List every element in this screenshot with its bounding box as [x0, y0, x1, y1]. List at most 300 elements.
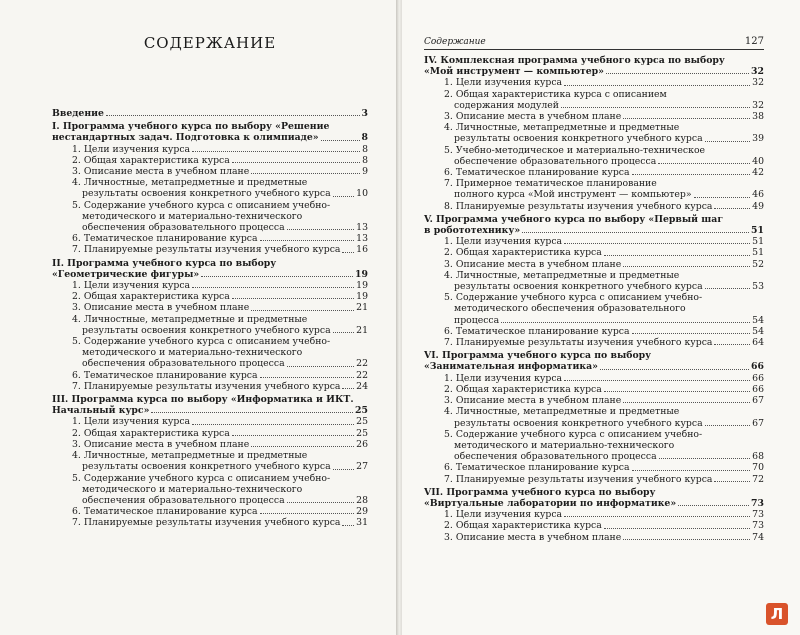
toc-item — [52, 302, 368, 313]
leader-dots — [623, 118, 750, 119]
entry-text: 3. Описание места в учебном плане — [72, 438, 250, 450]
entry-text: Введение — [52, 108, 104, 119]
toc-item — [424, 337, 764, 348]
entry-text: результаты освоения конкретного учебного курса — [454, 133, 703, 145]
entry-text: 1. Цели изучения курса — [444, 372, 563, 384]
entry-page-number: 49 — [752, 200, 764, 212]
entry-text: результаты освоения конкретного учебного курса — [82, 461, 331, 473]
entry-page-number: 51 — [752, 236, 764, 248]
entry-line: VII. Программа учебного курса по выбору — [424, 486, 656, 498]
entry-page-number: 8 — [362, 154, 368, 166]
leader-dots — [333, 332, 355, 333]
entry-line: 4. Личностные, метапредметные и предметные — [444, 122, 680, 134]
entry-line: 5. Содержание учебного курса с описанием учебно- — [72, 199, 331, 211]
entry-text: полного курса «Мой инструмент — компьютер» — [454, 189, 692, 201]
entry-text: 2. Общая характеристика курса — [72, 291, 230, 303]
leader-dots — [232, 162, 360, 163]
entry-line: IV. Комплексная программа учебного курса по выбору — [424, 55, 725, 66]
entry-page-number: 13 — [356, 233, 368, 245]
entry-text: 1. Цели изучения курса — [72, 416, 191, 428]
leader-dots — [705, 425, 751, 426]
leader-dots — [600, 369, 749, 370]
entry-page-number: 19 — [356, 291, 368, 303]
entry-text: 1. Цели изучения курса — [444, 236, 563, 248]
entry-row — [444, 532, 764, 543]
toc-item — [52, 177, 368, 199]
entry-line: методического и материально-технического — [82, 347, 303, 359]
toc-section — [424, 487, 764, 543]
toc-item — [424, 77, 764, 88]
leader-dots — [678, 505, 749, 506]
toc-item — [424, 247, 764, 258]
toc-item — [424, 201, 764, 212]
entry-page-number: 52 — [752, 258, 764, 270]
entry-page-number: 32 — [752, 99, 764, 111]
entry-page-number: 64 — [752, 337, 764, 349]
toc-item — [52, 200, 368, 234]
leader-dots — [632, 470, 751, 471]
entry-text: 6. Тематическое планирование курса — [72, 506, 258, 518]
entry-row — [424, 498, 764, 509]
entry-page-number: 66 — [752, 372, 764, 384]
leader-dots — [564, 243, 750, 244]
entry-text: «Занимательная информатика» — [424, 361, 598, 373]
entry-page-number: 38 — [752, 111, 764, 123]
leader-dots — [623, 402, 750, 403]
toc-item — [424, 373, 764, 384]
entry-row — [424, 225, 764, 236]
entry-line: методического и материально-технического — [82, 210, 303, 222]
leader-dots — [604, 528, 750, 529]
entry-row — [444, 247, 764, 258]
entry-row — [424, 361, 764, 372]
leader-dots — [623, 539, 750, 540]
entry-text: результаты освоения конкретного учебного курса — [82, 324, 331, 336]
entry-line: I. Программа учебного курса по выбору «Решение — [52, 121, 330, 133]
entry-text: 1. Цели изучения курса — [444, 77, 563, 89]
entry-row — [444, 337, 764, 348]
entry-page-number: 54 — [752, 325, 764, 337]
entry-page-number: 28 — [356, 494, 368, 506]
entry-text: 2. Общая характеристика курса — [444, 383, 602, 395]
section-heading — [424, 350, 764, 372]
leader-dots — [106, 115, 360, 116]
entry-row — [72, 416, 368, 427]
entry-page-number: 74 — [752, 531, 764, 543]
entry-line: 4. Личностные, метапредметные и предметные — [72, 177, 308, 189]
entry-text: 6. Тематическое планирование курса — [444, 462, 630, 474]
leader-dots — [705, 288, 751, 289]
toc-item — [52, 439, 368, 450]
leader-dots — [321, 140, 360, 141]
entry-row — [72, 381, 368, 392]
entry-line: методического обеспечения образовательного — [454, 303, 686, 315]
toc-item — [424, 236, 764, 247]
entry-text: 6. Тематическое планирование курса — [72, 233, 258, 245]
leader-dots — [232, 435, 354, 436]
entry-text: 8. Планируемые результаты изучения учебного курса — [444, 200, 713, 212]
leader-dots — [714, 344, 750, 345]
entry-page-number: 66 — [751, 361, 764, 373]
toc-item — [424, 509, 764, 520]
toc-item — [52, 336, 368, 370]
toc-intro — [52, 108, 368, 119]
entry-page-number: 54 — [752, 314, 764, 326]
entry-row — [72, 461, 368, 472]
leader-dots — [632, 333, 751, 334]
entry-text: 7. Планируемые результаты изучения учебного курса — [72, 244, 341, 256]
entry-row — [72, 188, 368, 199]
entry-text: обеспечения образовательного процесса — [82, 222, 285, 234]
leader-dots — [564, 380, 750, 381]
entry-line: 5. Содержание учебного курса с описанием учебно- — [444, 292, 703, 304]
entry-row — [72, 222, 368, 233]
leader-dots — [561, 107, 750, 108]
entry-line: 4. Личностные, метапредметные и предметные — [72, 313, 308, 325]
entry-text: нестандартных задач. Подготовка к олимпиаде» — [52, 132, 319, 144]
page-number: 127 — [744, 36, 764, 47]
toc-item — [424, 178, 764, 200]
entry-text: обеспечения образовательного процесса — [82, 494, 285, 506]
leader-dots — [564, 85, 750, 86]
entry-page-number: 9 — [362, 166, 368, 178]
toc-item — [52, 144, 368, 155]
entry-text: 3. Описание места в учебном плане — [72, 166, 250, 178]
toc-item — [424, 145, 764, 167]
entry-row — [72, 302, 368, 313]
entry-page-number: 73 — [752, 509, 764, 521]
entry-row — [444, 474, 764, 485]
entry-row — [444, 384, 764, 395]
toc-item — [52, 291, 368, 302]
entry-row — [52, 269, 368, 280]
leader-dots — [604, 255, 750, 256]
toc-item — [52, 370, 368, 381]
section-heading — [52, 121, 368, 143]
entry-row — [444, 326, 764, 337]
section-heading — [424, 214, 764, 236]
leader-dots — [623, 266, 750, 267]
entry-page-number: 10 — [356, 188, 368, 200]
toc-item — [424, 270, 764, 292]
entry-text: 7. Планируемые результаты изучения учебного курса — [72, 380, 341, 392]
entry-line: 5. Содержание учебного курса с описанием учебно- — [444, 428, 703, 440]
toc-item — [52, 314, 368, 336]
entry-page-number: 16 — [356, 244, 368, 256]
leader-dots — [604, 391, 750, 392]
toc-item — [424, 429, 764, 463]
entry-page-number: 53 — [752, 281, 764, 293]
entry-row — [424, 66, 764, 77]
left-toc — [52, 108, 368, 529]
entry-text: «Виртуальные лаборатории по информатике» — [424, 497, 677, 509]
entry-text: 6. Тематическое планирование курса — [72, 369, 258, 381]
toc-section — [52, 394, 368, 528]
toc-section — [424, 55, 764, 212]
toc-item — [424, 259, 764, 270]
leader-dots — [333, 196, 355, 197]
entry-text: 3. Описание места в учебном плане — [444, 111, 622, 123]
entry-page-number: 39 — [752, 133, 764, 145]
entry-row — [52, 132, 368, 143]
toc-item — [424, 384, 764, 395]
entry-line: II. Программа учебного курса по выбору — [52, 257, 277, 269]
entry-line: VI. Программа учебного курса по выбору — [424, 350, 652, 362]
entry-row — [444, 201, 764, 212]
entry-line: 5. Содержание учебного курса с описанием учебно- — [72, 336, 331, 348]
entry-text: содержания модулей — [454, 99, 559, 111]
leader-dots — [251, 446, 354, 447]
leader-dots — [232, 298, 354, 299]
entry-row — [444, 315, 764, 326]
entry-text: 6. Тематическое планирование курса — [444, 167, 630, 179]
entry-page-number: 42 — [752, 167, 764, 179]
entry-text: результаты освоения конкретного учебного курса — [454, 417, 703, 429]
entry-text: «Геометрические фигуры» — [52, 268, 200, 280]
entry-row — [72, 144, 368, 155]
leader-dots — [606, 73, 749, 74]
entry-row — [444, 100, 764, 111]
entry-page-number: 8 — [361, 132, 368, 144]
entry-text: 1. Цели изучения курса — [444, 509, 563, 521]
entry-line: методического и материально-технического — [454, 439, 675, 451]
entry-line: III. Программа курса по выбору «Информатика и ИКТ. — [52, 394, 354, 406]
leader-dots — [260, 240, 355, 241]
entry-page-number: 22 — [356, 358, 368, 370]
entry-row — [72, 244, 368, 255]
entry-text: 7. Планируемые результаты изучения учебного курса — [72, 517, 341, 529]
leader-dots — [342, 525, 354, 526]
toc-item — [424, 89, 764, 111]
entry-row — [72, 517, 368, 528]
right-toc — [424, 55, 764, 543]
leader-dots — [260, 513, 355, 514]
toc-item — [52, 428, 368, 439]
entry-page-number: 26 — [356, 438, 368, 450]
leader-dots — [287, 366, 355, 367]
section-heading — [52, 394, 368, 416]
toc-item — [424, 520, 764, 531]
entry-row — [444, 167, 764, 178]
leader-dots — [658, 163, 750, 164]
entry-page-number: 73 — [752, 520, 764, 532]
leader-dots — [522, 232, 749, 233]
entry-text: Начальный курс» — [52, 405, 150, 417]
entry-row — [444, 462, 764, 473]
entry-text: 3. Описание места в учебном плане — [444, 531, 622, 543]
entry-text: 2. Общая характеристика курса — [444, 247, 602, 259]
leader-dots — [192, 151, 360, 152]
running-header-title: Содержание — [424, 37, 486, 47]
entry-row — [72, 358, 368, 369]
toc-item — [424, 532, 764, 543]
toc-item — [52, 450, 368, 472]
entry-row — [444, 189, 764, 200]
entry-row — [444, 395, 764, 406]
toc-item — [52, 233, 368, 244]
entry-page-number: 25 — [356, 416, 368, 428]
toc-item — [52, 381, 368, 392]
leader-dots — [287, 229, 355, 230]
entry-row — [72, 495, 368, 506]
entry-page-number: 73 — [751, 497, 764, 509]
leader-dots — [192, 424, 354, 425]
publisher-logo-icon: Л — [766, 603, 788, 625]
entry-page-number: 13 — [356, 222, 368, 234]
entry-row — [444, 156, 764, 167]
entry-page-number: 22 — [356, 369, 368, 381]
entry-text: обеспечение образовательного процесса — [454, 155, 657, 167]
entry-row — [444, 236, 764, 247]
entry-text: процесса — [454, 314, 500, 326]
toc-item — [52, 517, 368, 528]
entry-page-number: 70 — [752, 462, 764, 474]
toc-item — [424, 111, 764, 122]
leader-dots — [564, 516, 750, 517]
entry-page-number: 19 — [356, 280, 368, 292]
toc-item — [424, 122, 764, 144]
leader-dots — [333, 469, 355, 470]
entry-row — [72, 506, 368, 517]
leader-dots — [287, 502, 355, 503]
entry-line: 2. Общая характеристика курса с описанием — [444, 88, 667, 100]
leader-dots — [151, 412, 353, 413]
entry-page-number: 68 — [752, 451, 764, 463]
entry-page-number: 67 — [752, 417, 764, 429]
left-page — [0, 0, 398, 635]
leader-dots — [714, 481, 750, 482]
toc-item — [424, 406, 764, 428]
running-header — [424, 36, 764, 50]
entry-row — [444, 418, 764, 429]
leader-dots — [192, 287, 354, 288]
entry-text: 3. Описание места в учебном плане — [72, 302, 250, 314]
leader-dots — [632, 174, 751, 175]
entry-line: 4. Личностные, метапредметные и предметные — [72, 450, 308, 462]
section-heading — [424, 487, 764, 509]
entry-text: результаты освоения конкретного учебного курса — [82, 188, 331, 200]
entry-row — [444, 451, 764, 462]
right-page — [402, 0, 800, 635]
entry-row — [72, 370, 368, 381]
entry-row — [72, 428, 368, 439]
entry-row — [444, 111, 764, 122]
entry-row — [72, 439, 368, 450]
toc-item — [424, 462, 764, 473]
entry-page-number: 24 — [356, 380, 368, 392]
leader-dots — [260, 377, 355, 378]
entry-row — [52, 405, 368, 416]
entry-text: 3. Описание места в учебном плане — [444, 395, 622, 407]
entry-row — [72, 291, 368, 302]
entry-row — [72, 166, 368, 177]
entry-page-number: 25 — [356, 427, 368, 439]
entry-page-number: 31 — [356, 517, 368, 529]
entry-text: в робототехнику» — [424, 225, 521, 237]
entry-text: 1. Цели изучения курса — [72, 143, 191, 155]
entry-page-number: 21 — [356, 324, 368, 336]
page-title: СОДЕРЖАНИЕ — [143, 34, 277, 52]
leader-dots — [342, 388, 354, 389]
toc-item — [52, 166, 368, 177]
entry-text: 1. Цели изучения курса — [72, 280, 191, 292]
entry-row — [444, 520, 764, 531]
entry-row — [444, 281, 764, 292]
entry-page-number: 8 — [362, 143, 368, 155]
entry-page-number: 25 — [355, 405, 368, 417]
entry-text: 7. Планируемые результаты изучения учебного курса — [444, 337, 713, 349]
leader-dots — [659, 458, 751, 459]
entry-line: 5. Учебно-методическое и материально-техническое — [444, 144, 706, 156]
entry-page-number: 3 — [361, 108, 368, 119]
entry-page-number: 72 — [752, 473, 764, 485]
entry-text: 3. Описание места в учебном плане — [444, 258, 622, 270]
entry-text: результаты освоения конкретного учебного курса — [454, 281, 703, 293]
entry-page-number: 51 — [751, 225, 764, 237]
toc-item — [424, 167, 764, 178]
entry-page-number: 46 — [752, 189, 764, 201]
entry-text: 2. Общая характеристика курса — [72, 427, 230, 439]
toc-section — [52, 121, 368, 255]
entry-row — [444, 373, 764, 384]
toc-section — [52, 258, 368, 392]
toc-item — [424, 474, 764, 485]
entry-line: V. Программа учебного курса по выбору «Первый шаг — [424, 213, 724, 225]
leader-dots — [342, 252, 354, 253]
toc-item — [52, 155, 368, 166]
toc-item — [52, 416, 368, 427]
toc-item — [52, 506, 368, 517]
leader-dots — [501, 322, 750, 323]
entry-row — [444, 133, 764, 144]
entry-page-number: 21 — [356, 302, 368, 314]
entry-text: 6. Тематическое планирование курса — [444, 325, 630, 337]
entry-page-number: 29 — [356, 506, 368, 518]
entry-text: 2. Общая характеристика курса — [444, 520, 602, 532]
toc-section — [424, 350, 764, 484]
toc-item — [52, 473, 368, 507]
leader-dots — [705, 141, 751, 142]
leader-dots — [251, 310, 354, 311]
toc-item — [52, 280, 368, 291]
entry-page-number: 40 — [752, 155, 764, 167]
leader-dots — [201, 276, 353, 277]
entry-row — [444, 509, 764, 520]
entry-page-number: 32 — [752, 77, 764, 89]
section-heading — [424, 55, 764, 77]
entry-text: «Мой инструмент — компьютер» — [424, 66, 604, 78]
entry-page-number: 66 — [752, 383, 764, 395]
entry-text: обеспечения образовательного процесса — [454, 451, 657, 463]
entry-row — [72, 233, 368, 244]
leader-dots — [694, 197, 751, 198]
toc-item — [52, 244, 368, 255]
entry-line: методического и материально-технического — [82, 483, 303, 495]
toc-item — [424, 326, 764, 337]
section-heading — [52, 258, 368, 280]
entry-row — [444, 259, 764, 270]
entry-text: 2. Общая характеристика курса — [72, 154, 230, 166]
entry-page-number: 27 — [356, 461, 368, 473]
entry-line: 4. Личностные, метапредметные и предметные — [444, 269, 680, 281]
entry-row — [72, 155, 368, 166]
entry-row — [444, 77, 764, 88]
entry-text: обеспечения образовательного процесса — [82, 358, 285, 370]
entry-page-number: 19 — [355, 268, 368, 280]
toc-item — [424, 395, 764, 406]
entry-line: 5. Содержание учебного курса с описанием учебно- — [72, 472, 331, 484]
entry-page-number: 32 — [751, 66, 764, 78]
